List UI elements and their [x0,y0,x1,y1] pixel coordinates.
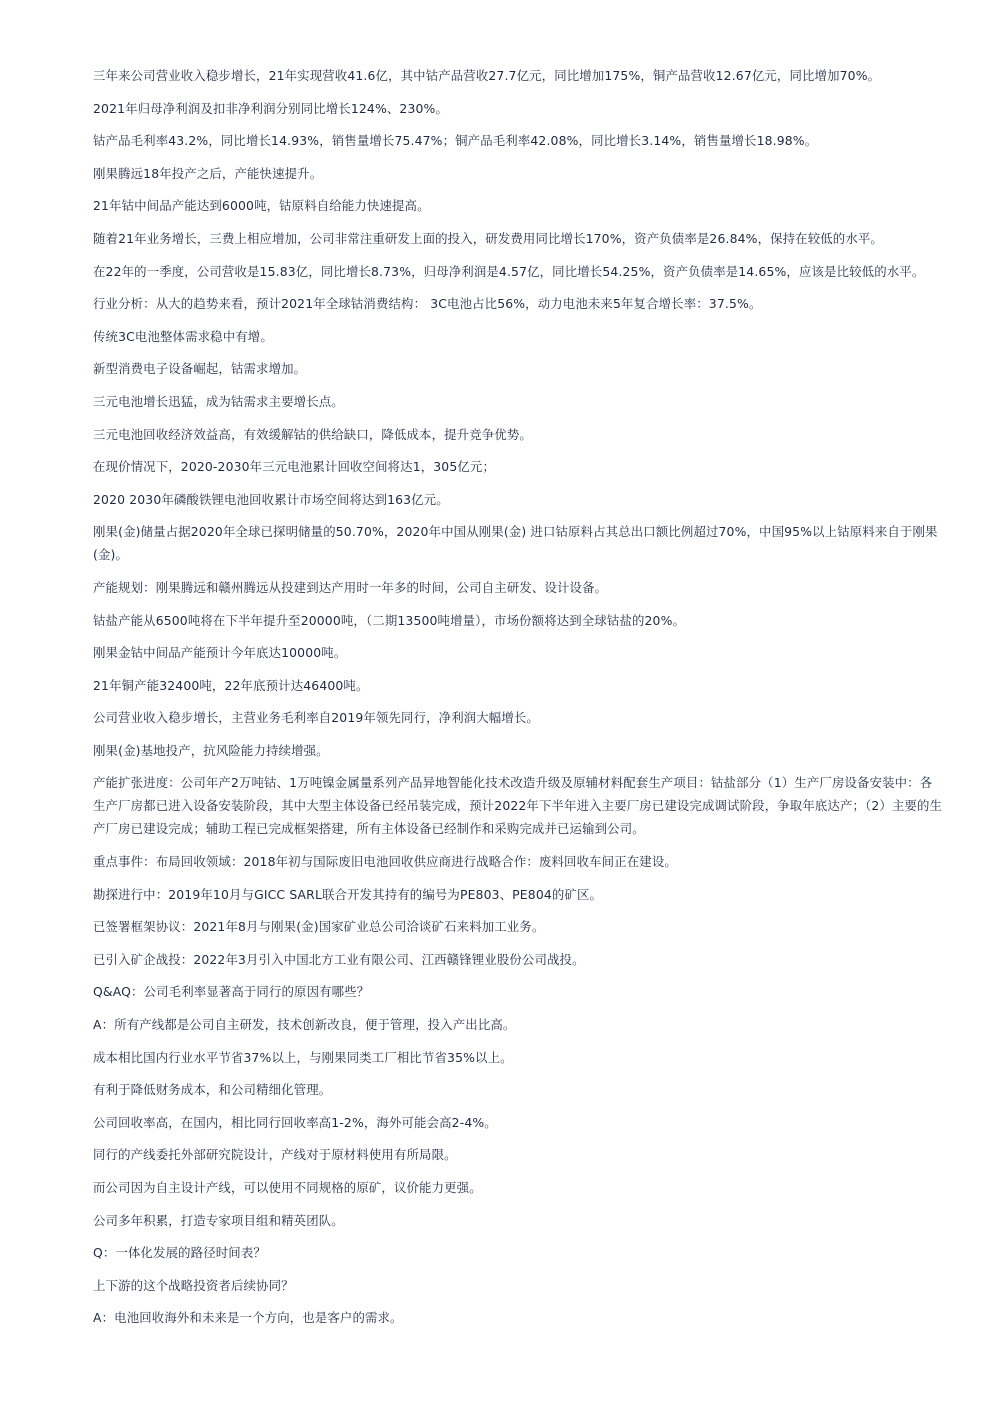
paragraph-cost-saving: 成本相比国内行业水平节省37%以上，与刚果同类工厂相比节省35%以上。 [93,1049,513,1065]
paragraph-financial-cost: 有利于降低财务成本，和公司精细化管理。 [93,1082,332,1098]
paragraph-3c-demand: 传统3C电池整体需求稳中有增。 [93,328,273,344]
paragraph-qa-answer-1: A：所有产线都是公司自主研发，技术创新改良，便于管理，投入产出比高。 [93,1017,516,1033]
paragraph-q1-2022: 在22年的一季度，公司营收是15.83亿，同比增长8.73%，归母净利润是4.57亿，同比增长54.25%，资产负债率是14.65%，应该是比较低的水平。 [93,263,925,279]
paragraph-key-events: 重点事件：布局回收领域：2018年初与国际废旧电池回收供应商进行战略合作：废料回收车间正在建设。 [93,854,677,870]
paragraph-lfp-recycling: 2020 2030年磷酸铁锂电池回收累计市场空间将达到163亿元。 [93,491,449,507]
paragraph-cobalt-intermediate: 21年钴中间品产能达到6000吨，钴原料自给能力快速提高。 [93,198,430,214]
paragraph-ternary-recycling: 三元电池回收经济效益高，有效缓解钴的供给缺口，降低成本，提升竞争优势。 [93,426,532,442]
paragraph-industry-analysis: 行业分析：从大的趋势来看，预计2021年全球钴消费结构： 3C电池占比56%，动力电池未来5年复合增长率：37.5%。 [93,296,762,312]
paragraph-own-design: 而公司因为自主设计产线，可以使用不同规格的原矿，议价能力更强。 [93,1180,482,1195]
paragraph-congo-intermediate: 刚果金钴中间品产能预计今年底达10000吨。 [93,645,347,661]
paragraph-qa-question-1: Q&AQ：公司毛利率显著高于同行的原因有哪些？ [93,984,370,1000]
paragraph-strategic-investors: 已引入矿企战投：2022年3月引入中国北方工业有限公司、江西赣锋锂业股份公司战投。 [93,951,585,967]
paragraph-copper-capacity: 21年铜产能32400吨，22年底预计达46400吨。 [93,677,369,693]
paragraph-recycling-market: 在现价情况下，2020-2030年三元电池累计回收空间将达1，305亿元； [93,459,495,475]
paragraph-profit-leading: 公司营业收入稳步增长，主营业务毛利率自2019年领先同行，净利润大幅增长。 [93,710,539,726]
paragraph-rd-expense: 随着21年业务增长，三费上相应增加，公司非常注重研发上面的投入，研发费用同比增长170%，资产负债率是26.84%，保持在较低的水平。 [93,230,883,246]
paragraph-qa-answer-2: A：电池回收海外和未来是一个方向，也是客户的需求。 [93,1310,403,1326]
paragraph-expansion-progress: 产能扩张进度：公司年产2万吨钴、1万吨镍金属量系列产品异地智能化技术改造升级及原辅材料配套生产项目：钴盐部分（1）生产厂房设备安装中：各生产厂房都已进入设备安装阶段，其中大型主体设备已经吊装完成，预计2022年下半年进入主要厂房已建设完成调试阶段，争取年底达产；（2）主要的生产厂房已建设完成；辅助工程已完成框架搭建，所有主体设备已经制作和采购完成并已运输到公司。 [93,775,943,837]
paragraph-congo-reserves: 刚果(金)储量占据2020年全球已探明储量的50.70%，2020年中国从刚果(金) 进口钴原料占其总出口额比例超过70%，中国95%以上钴原料来自于刚果(金)。 [93,524,938,563]
paragraph-revenue-growth: 三年来公司营业收入稳步增长，21年实现营收41.6亿，其中钴产品营收27.7亿元，同比增加175%，铜产品营收12.67亿元，同比增加70%。 [93,68,881,83]
paragraph-ternary-battery-growth: 三元电池增长迅猛，成为钴需求主要增长点。 [93,393,344,409]
paragraph-exploration: 勘探进行中：2019年10月与GICC SARL联合开发其持有的编号为PE803、PE804的矿区。 [93,886,603,902]
paragraph-congo-capacity: 刚果腾远18年投产之后，产能快速提升。 [93,165,323,181]
paragraph-consumer-electronics: 新型消费电子设备崛起，钴需求增加。 [93,361,307,377]
paragraph-recovery-rate: 公司回收率高，在国内，相比同行回收率高1-2%，海外可能会高2-4%。 [93,1114,497,1130]
paragraph-expert-team: 公司多年积累，打造专家项目组和精英团队。 [93,1212,344,1228]
paragraph-gross-margin: 钴产品毛利率43.2%，同比增长14.93%，销售量增长75.47%；铜产品毛利率42.08%，同比增长3.14%，销售量增长18.98%。 [93,133,818,149]
paragraph-net-profit: 2021年归母净利润及扣非净利润分别同比增长124%、230%。 [93,100,448,116]
paragraph-qa-question-2: Q：一体化发展的路径时间表？ [93,1245,266,1261]
paragraph-framework-agreement: 已签署框架协议：2021年8月与刚果(金)国家矿业总公司洽谈矿石来料加工业务。 [93,919,545,935]
paragraph-qa-question-3: 上下游的这个战略投资者后续协同？ [93,1277,294,1293]
paragraph-cobalt-salt-capacity: 钴盐产能从6500吨将在下半年提升至20000吨，（二期13500吨增量），市场份额将达到全球钴盐的20%。 [93,612,686,628]
paragraph-peer-production-lines: 同行的产线委托外部研究院设计，产线对于原材料使用有所局限。 [93,1147,457,1163]
document-body [93,64,943,1339]
paragraph-capacity-planning: 产能规划：刚果腾远和赣州腾远从投建到达产用时一年多的时间，公司自主研发、设计设备。 [93,579,608,595]
paragraph-risk-resistance: 刚果(金)基地投产，抗风险能力持续增强。 [93,742,329,758]
